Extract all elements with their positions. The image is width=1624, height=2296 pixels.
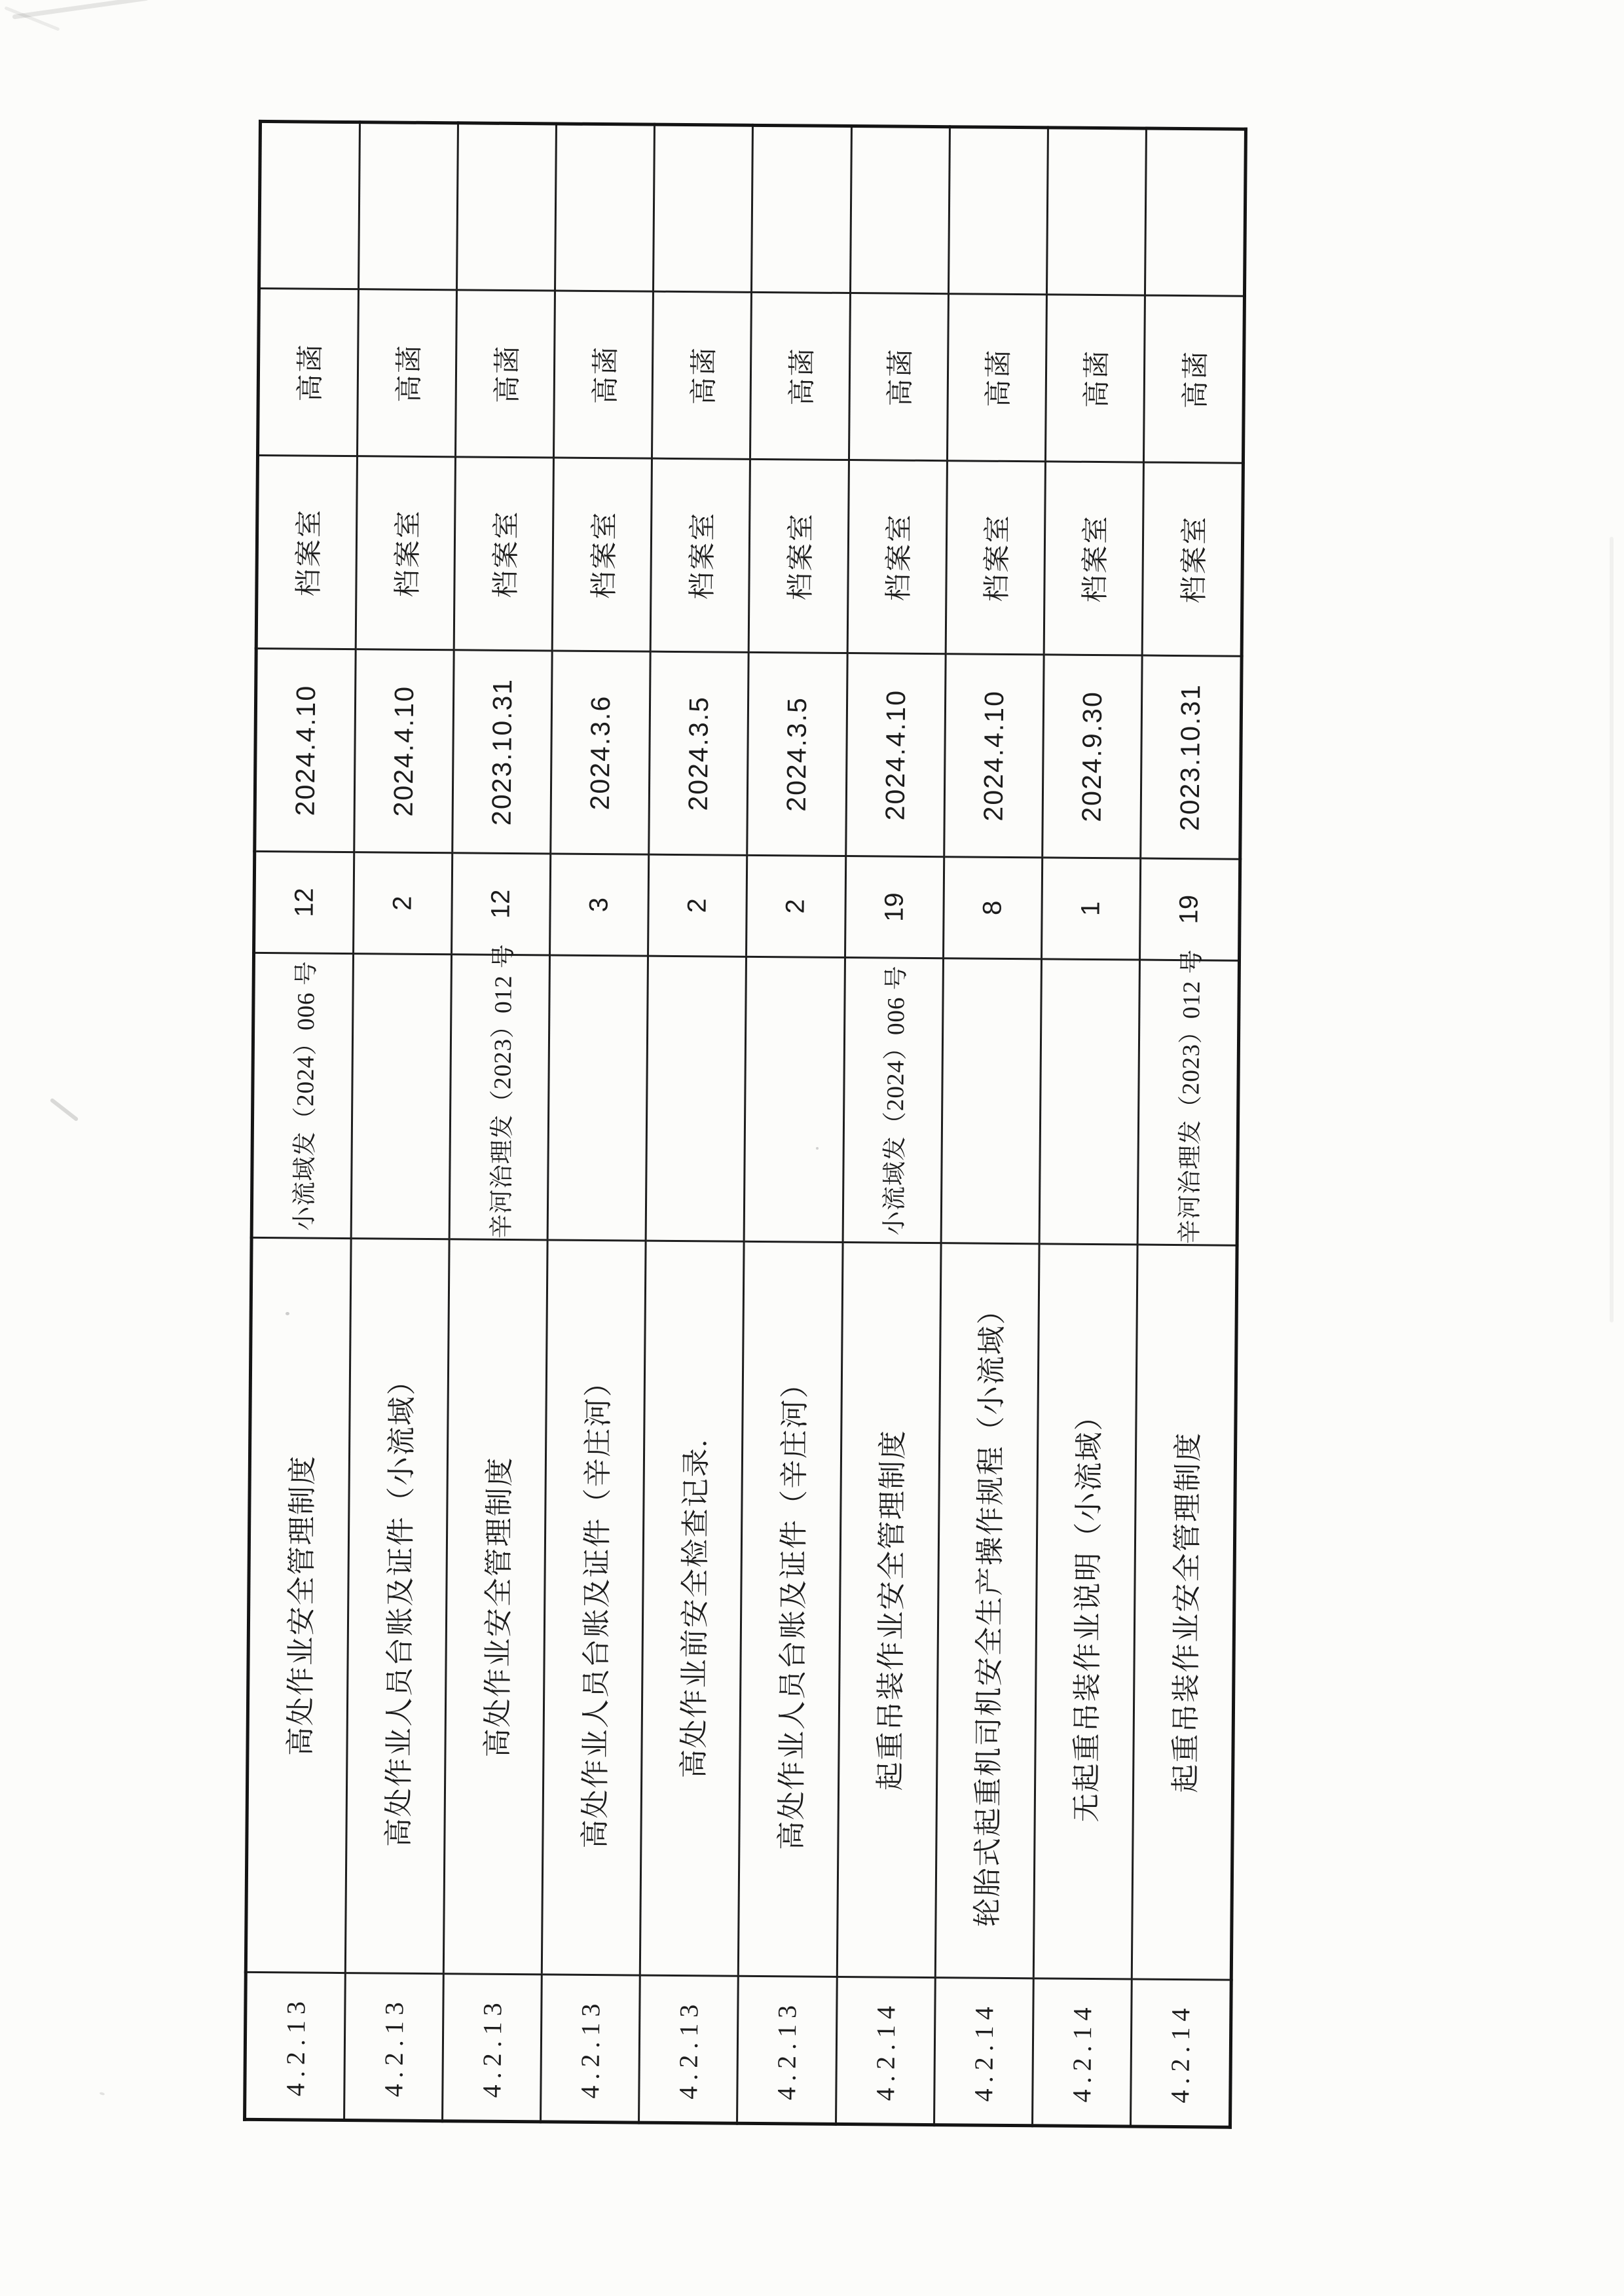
cell-file-no: 4.2.13 — [639, 1975, 739, 2123]
cell-handler: 高菡 — [258, 288, 359, 456]
cell-copies: 19 — [1139, 858, 1240, 960]
cell-remark — [1145, 128, 1246, 296]
cell-file-no: 4.2.13 — [245, 1972, 346, 2120]
rotated-table-wrapper — [243, 120, 1247, 2129]
cell-location: 档案室 — [356, 456, 455, 650]
table-row — [639, 124, 753, 2123]
cell-title: 高处作业安全管理制度 — [444, 1239, 548, 1975]
archive-table-body — [245, 121, 1246, 2127]
cell-title: 起重吊装作业安全管理制度 — [1132, 1245, 1237, 1980]
cell-remark — [654, 124, 753, 292]
cell-date: 2024.9.30 — [1042, 655, 1141, 858]
cell-remark — [752, 125, 851, 293]
cell-doc-no: 小流域发（2024）006 号 — [843, 957, 943, 1243]
cell-location: 档案室 — [749, 459, 849, 653]
table-row — [541, 124, 655, 2123]
cell-handler: 高菡 — [456, 290, 555, 458]
cell-date: 2024.4.10 — [944, 654, 1043, 858]
cell-title: 高处作业人员台账及证件（辛庄河） — [542, 1240, 646, 1975]
table-row — [836, 126, 950, 2125]
cell-title: 无起重吊装作业说明（小流域） — [1033, 1244, 1137, 1979]
cell-doc-no — [646, 956, 747, 1241]
table-row — [1130, 128, 1246, 2127]
cell-file-no: 4.2.13 — [344, 1973, 444, 2121]
cell-file-no: 4.2.14 — [1130, 1979, 1231, 2127]
cell-location: 档案室 — [946, 461, 1045, 655]
cell-copies: 2 — [747, 855, 845, 957]
table-row — [245, 121, 360, 2120]
cell-handler: 高菡 — [849, 293, 948, 461]
cell-handler: 高菡 — [358, 289, 457, 457]
cell-copies: 8 — [943, 857, 1042, 959]
cell-title: 高处作业人员台账及证件（辛庄河） — [739, 1241, 843, 1977]
cell-date: 2024.3.5 — [747, 652, 847, 856]
cell-handler: 高菡 — [1143, 295, 1244, 463]
cell-copies: 12 — [254, 851, 354, 953]
cell-location: 档案室 — [1044, 462, 1143, 655]
cell-file-no: 4.2.14 — [934, 1978, 1033, 2126]
table-row — [934, 127, 1048, 2126]
cell-handler: 高菡 — [750, 292, 850, 460]
cell-doc-no — [547, 955, 648, 1241]
cell-date: 2023.10.31 — [1140, 655, 1242, 859]
cell-copies: 2 — [354, 852, 452, 955]
cell-file-no: 4.2.14 — [1032, 1978, 1132, 2126]
cell-file-no: 4.2.13 — [541, 1975, 640, 2123]
cell-file-no: 4.2.13 — [443, 1974, 542, 2122]
cell-remark — [457, 123, 557, 291]
cell-remark — [1046, 128, 1146, 295]
cell-title: 轮胎式起重机司机安全生产操作规程（小流域） — [935, 1243, 1039, 1978]
cell-location: 档案室 — [553, 458, 652, 651]
cell-copies: 19 — [845, 856, 944, 958]
cell-date: 2024.4.10 — [354, 649, 454, 853]
cell-location: 档案室 — [847, 460, 947, 654]
cell-handler: 高菡 — [1045, 295, 1145, 462]
cell-doc-no — [745, 957, 845, 1242]
cell-file-no: 4.2.14 — [836, 1977, 935, 2124]
cell-date: 2023.10.31 — [452, 650, 552, 854]
cell-title: 高处作业安全管理制度 — [246, 1237, 351, 1973]
cell-handler: 高菡 — [652, 291, 752, 459]
cell-title: 高处作业前安全检查记录. — [640, 1241, 745, 1976]
cell-copies: 3 — [550, 854, 649, 956]
cell-doc-no: 辛河治理发（2023）012 号 — [449, 955, 549, 1240]
cell-doc-no — [941, 958, 1041, 1244]
cell-doc-no: 小流域发（2024）006 号 — [251, 953, 354, 1238]
table-row — [443, 123, 557, 2122]
cell-remark — [555, 124, 655, 291]
cell-file-no: 4.2.13 — [737, 1976, 837, 2124]
cell-remark — [359, 122, 458, 290]
table-row — [1032, 128, 1146, 2126]
cell-remark — [850, 126, 950, 294]
cell-date: 2024.4.10 — [845, 653, 945, 857]
table-row — [737, 125, 851, 2124]
cell-location: 档案室 — [256, 455, 358, 649]
cell-handler: 高菡 — [947, 294, 1046, 462]
cell-doc-no — [351, 954, 451, 1239]
cell-remark — [259, 121, 360, 289]
cell-title: 高处作业人员台账及证件（小流域） — [346, 1239, 450, 1974]
cell-doc-no — [1039, 959, 1139, 1245]
cell-date: 2024.3.6 — [551, 651, 650, 854]
archive-table — [243, 120, 1247, 2129]
cell-date: 2024.4.10 — [255, 648, 356, 852]
cell-date: 2024.3.5 — [649, 651, 748, 855]
cell-copies: 2 — [648, 854, 747, 957]
cell-doc-no: 辛河治理发（2023）012 号 — [1137, 960, 1240, 1245]
cell-copies: 12 — [452, 853, 551, 955]
cell-title: 起重吊装作业安全管理制度 — [837, 1242, 941, 1977]
cell-location: 档案室 — [454, 457, 554, 651]
cell-location: 档案室 — [1142, 462, 1244, 656]
cell-remark — [948, 127, 1048, 295]
cell-copies: 1 — [1041, 858, 1140, 960]
cell-handler: 高菡 — [554, 291, 654, 458]
table-row — [344, 122, 458, 2121]
cell-location: 档案室 — [651, 458, 750, 652]
